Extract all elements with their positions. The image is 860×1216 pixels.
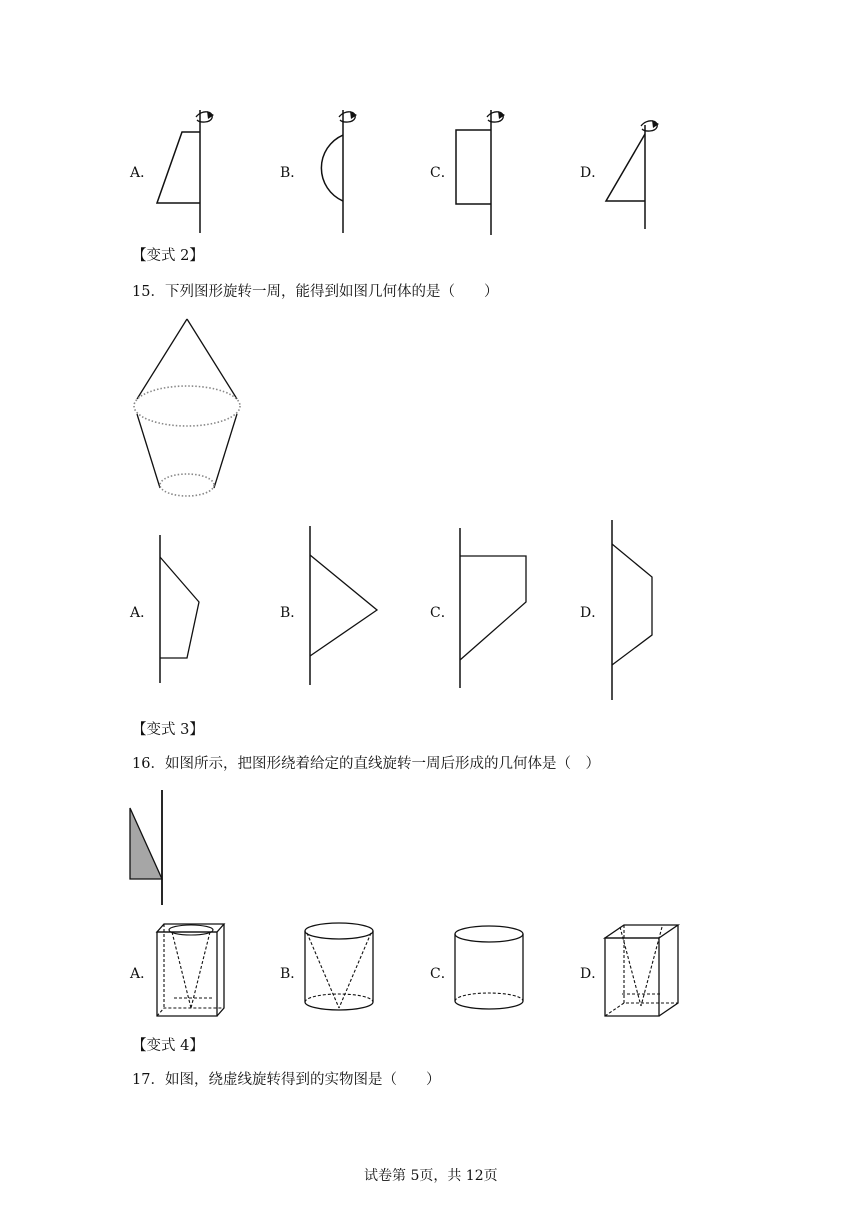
option-b-semicircle-figure — [300, 105, 380, 240]
option-a-trapezoid-figure — [150, 105, 230, 240]
option-d-label: D． — [580, 165, 606, 181]
q16-option-b-cylinder-figure — [300, 920, 380, 1020]
q15-option-d-figure — [600, 515, 670, 705]
option-c-label: C． — [430, 165, 455, 181]
variant-4-header: 【变式 4】 — [132, 1038, 204, 1054]
q15-option-c-figure — [450, 522, 535, 692]
question-15-text: 15．下列图形旋转一周，能得到如图几何体的是（ ） — [132, 284, 499, 300]
question-17-text: 17．如图，绕虚线旋转得到的实物图是（ ） — [132, 1072, 441, 1088]
option-b-label: B． — [280, 165, 305, 181]
q15-option-a-label: A． — [130, 605, 155, 621]
q16-option-c-label: C． — [430, 966, 455, 982]
variant-2-header: 【变式 2】 — [132, 248, 204, 264]
page-footer: 试卷第 5页，共 12页 — [364, 1168, 498, 1184]
option-c-rectangle-figure — [450, 105, 530, 240]
q15-option-b-label: B． — [280, 605, 305, 621]
option-a-label: A． — [130, 165, 155, 181]
q15-solid-figure — [130, 315, 250, 500]
q16-option-c-cylinder-figure — [450, 920, 530, 1020]
option-d-triangle-figure — [600, 105, 680, 240]
q15-option-a-figure — [150, 530, 220, 690]
q15-option-b-figure — [300, 522, 385, 692]
q16-option-d-label: D． — [580, 966, 606, 982]
q16-option-a-prism-figure — [150, 920, 230, 1020]
q16-option-a-label: A． — [130, 966, 155, 982]
question-16-text: 16．如图所示，把图形绕着给定的直线旋转一周后形成的几何体是（ ） — [132, 756, 600, 772]
q15-option-c-label: C． — [430, 605, 455, 621]
q16-option-d-prism-figure — [600, 918, 685, 1023]
variant-3-header: 【变式 3】 — [132, 722, 204, 738]
q16-shaded-triangle-figure — [125, 785, 175, 910]
q16-option-b-label: B． — [280, 966, 305, 982]
q15-option-d-label: D． — [580, 605, 606, 621]
